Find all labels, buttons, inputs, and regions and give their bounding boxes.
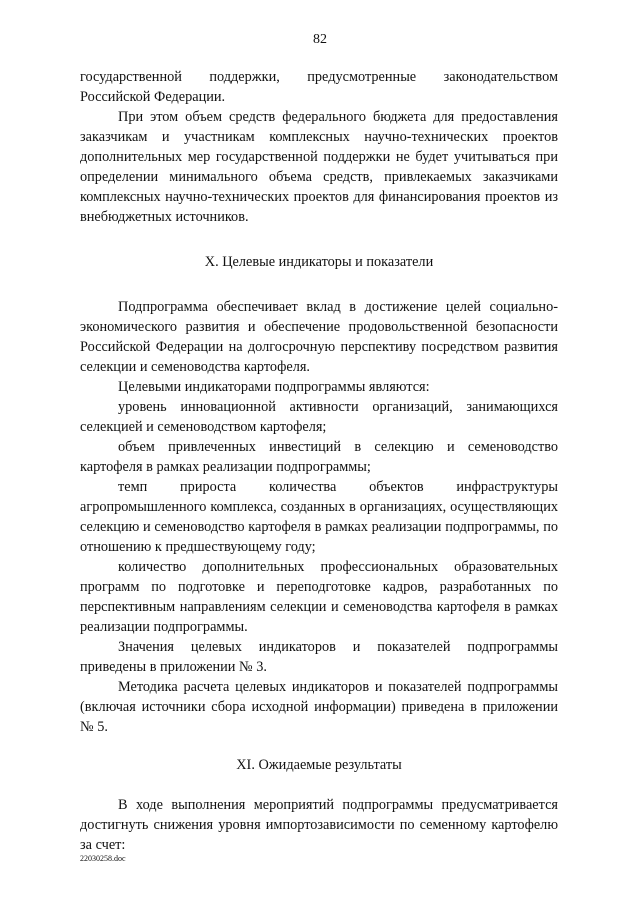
section-x-indicator-investment: объем привлеченных инвестиций в селекцию и семеноводство картофеля в рамках реализации подпрограммы; — [80, 439, 558, 475]
paragraph-support-continuation: государственной поддержки, предусмотренные законодательством Российской Федерации. — [80, 69, 558, 105]
section-x-paragraph-appendix-5: Методика расчета целевых индикаторов и показателей подпрограммы (включая источники сбора исходной информации) приведена в приложении № 5. — [80, 679, 558, 735]
section-xi-paragraph-results: В ходе выполнения мероприятий подпрограммы предусматривается достигнуть снижения уровня импортозависимости по семенному картофелю за счет: — [80, 797, 558, 853]
section-x-title: X. Целевые индикаторы и показатели — [204, 254, 434, 270]
section-x-indicator-infrastructure: темп прироста количества объектов инфраструктуры агропромышленного комплекса, созданных в организациях, осуществляющих селекцию и семеноводство картофеля в рамках реализации подпрограммы, по отношению к предшествующему году; — [80, 479, 558, 555]
footer-filename: 22030258.doc — [80, 854, 126, 863]
document-body — [80, 67, 558, 855]
page-number: 82 — [313, 32, 327, 47]
section-x-paragraph-contribution: Подпрограмма обеспечивает вклад в достижение целей социально-экономического развития и обеспечение продовольственной безопасности Российской Федерации на долгосрочную перспективу посредством развития селекции и семеноводства картофеля. — [80, 299, 558, 375]
section-x-indicator-education: количество дополнительных профессиональных образовательных программ по подготовке и переподготовке кадров, разработанных по перспективным направлениям селекции и семеноводства картофеля в рамках реализации подпрограммы. — [80, 559, 558, 635]
section-x-paragraph-appendix-3: Значения целевых индикаторов и показателей подпрограммы приведены в приложении № 3. — [80, 639, 558, 675]
section-x-paragraph-indicators-intro: Целевыми индикаторами подпрограммы являются: — [118, 379, 430, 395]
paragraph-federal-budget: При этом объем средств федерального бюджета для предоставления заказчикам и участникам комплексных научно-технических проектов дополнительных мер государственной поддержки не будет учитываться при определении минимального объема средств, привлекаемых заказчиками комплексных научно-технических проектов для финансирования проектов из внебюджетных источников. — [80, 109, 558, 225]
section-xi-title: XI. Ожидаемые результаты — [236, 757, 402, 773]
section-x-indicator-innovation: уровень инновационной активности организаций, занимающихся селекцией и семеноводством картофеля; — [80, 399, 558, 435]
